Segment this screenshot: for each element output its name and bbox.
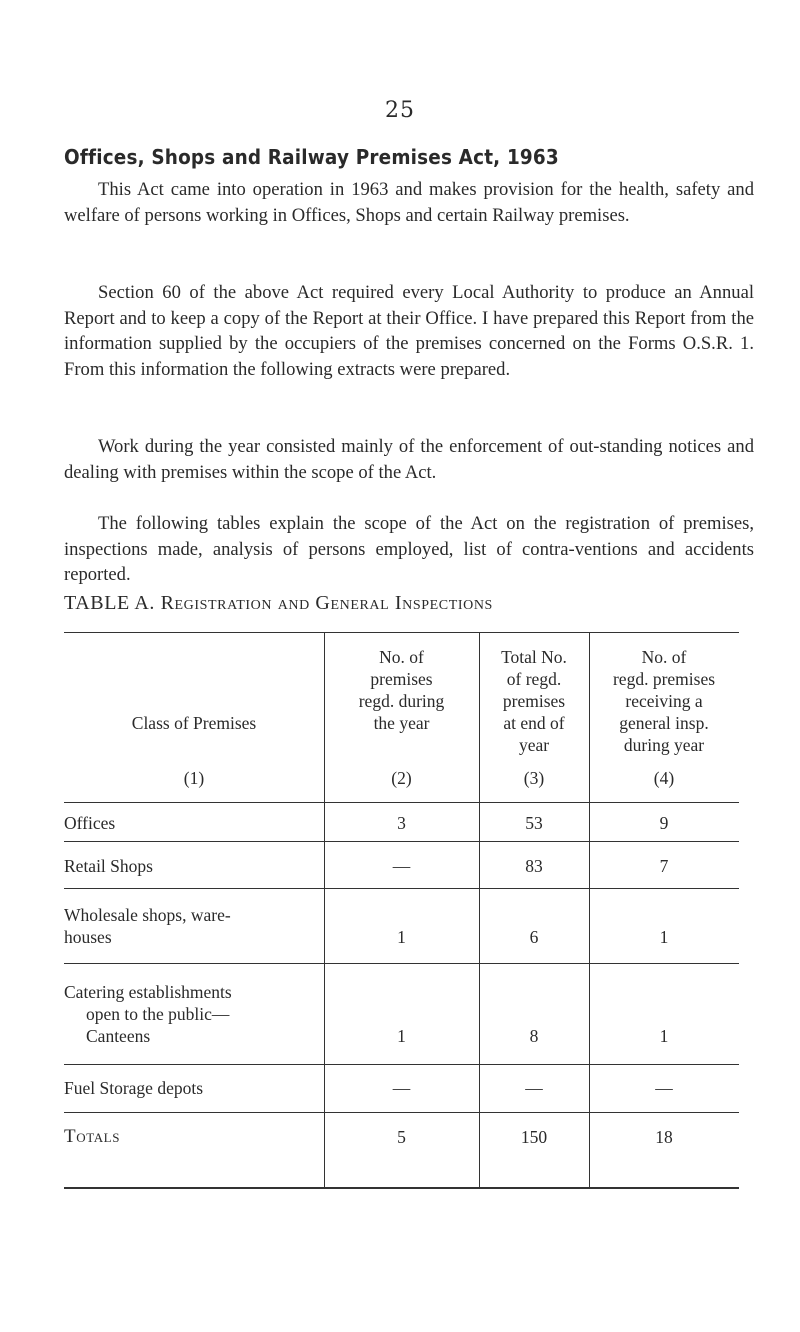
row-rule bbox=[64, 888, 739, 889]
totals-value: 150 bbox=[520, 1127, 548, 1147]
row-rule bbox=[64, 841, 739, 842]
row-label-fuel-storage: Fuel Storage depots bbox=[64, 1078, 204, 1098]
header-class-of-premises bbox=[64, 712, 324, 734]
header-line: of regd. bbox=[506, 669, 562, 689]
header-line: general insp. bbox=[619, 713, 709, 733]
header-number: (1) bbox=[183, 768, 205, 788]
row-rule bbox=[64, 1112, 739, 1113]
header-line: premises bbox=[370, 669, 433, 689]
row-label-line: Catering establishments bbox=[64, 982, 232, 1002]
paragraph-section-60: Section 60 of the above Act required every Local Authority to produce an Annual Report and to keep a copy of the Report at their Office. I have prepared this Report from the information supplied by the occupiers of the premises concerned on the Forms O.S.R. 1. From this information the following extracts were prepared. bbox=[64, 282, 754, 380]
row-label-catering bbox=[64, 981, 319, 1047]
row-label-line: houses bbox=[64, 927, 112, 947]
header-line: regd. during bbox=[358, 691, 445, 711]
row-label-offices: Offices bbox=[64, 813, 116, 833]
totals-value: 18 bbox=[655, 1127, 673, 1147]
row-value: 8 bbox=[529, 1026, 539, 1046]
table-bottom-rule bbox=[64, 1187, 739, 1189]
row-value: — bbox=[392, 856, 411, 876]
header-line: No. of bbox=[641, 647, 687, 667]
row-label-line: Wholesale shops, ware- bbox=[64, 905, 231, 925]
row-value: — bbox=[525, 1078, 543, 1098]
header-line: year bbox=[518, 735, 550, 755]
row-value: 1 bbox=[659, 1026, 669, 1046]
row-value: 53 bbox=[525, 813, 543, 833]
page-number: 25 bbox=[385, 98, 415, 123]
header-line: premises bbox=[502, 691, 566, 711]
row-value: — bbox=[392, 1078, 411, 1098]
row-value: — bbox=[655, 1078, 673, 1098]
table-title: TABLE A. Registration and General Inspections bbox=[64, 592, 493, 614]
header-line: receiving a bbox=[625, 691, 703, 711]
row-label-line: Canteens bbox=[86, 1026, 151, 1046]
header-line: Class of Premises bbox=[131, 713, 257, 733]
header-regd-during-year bbox=[324, 646, 479, 734]
row-value: 1 bbox=[397, 927, 406, 947]
paragraph-intro: This Act came into operation in 1963 and makes provision for the health, safety and welfare of persons working in Offices, Shops and certain Railway premises. bbox=[64, 179, 754, 226]
header-line: No. of bbox=[379, 647, 424, 667]
header-line: Total No. bbox=[501, 647, 567, 667]
row-value: 6 bbox=[529, 927, 539, 947]
header-line: the year bbox=[373, 713, 430, 733]
row-value: 1 bbox=[659, 927, 669, 947]
header-bottom-rule bbox=[64, 802, 739, 803]
section-heading: Offices, Shops and Railway Premises Act, 1963 bbox=[64, 145, 559, 169]
header-number: (4) bbox=[653, 768, 675, 788]
row-value: 7 bbox=[659, 856, 669, 876]
header-line: regd. premises bbox=[612, 669, 716, 689]
header-line: at end of bbox=[503, 713, 565, 733]
row-rule bbox=[64, 963, 739, 964]
totals-value: 5 bbox=[397, 1127, 406, 1147]
header-line: during year bbox=[623, 735, 705, 755]
row-value: 1 bbox=[397, 1026, 406, 1046]
row-label-line: open to the public— bbox=[86, 1004, 230, 1024]
header-number: (3) bbox=[523, 768, 545, 788]
row-value: 3 bbox=[397, 813, 406, 833]
paragraph-tables: The following tables explain the scope of the Act on the registration of premises, inspections made, analysis of persons employed, list of contra-ventions and accidents reported. bbox=[64, 513, 754, 585]
header-general-insp bbox=[589, 646, 739, 756]
row-label-wholesale bbox=[64, 904, 319, 948]
header-total-regd bbox=[479, 646, 589, 756]
header-number: (2) bbox=[391, 768, 412, 788]
totals-label: Totals bbox=[64, 1126, 121, 1147]
row-value: 9 bbox=[659, 813, 669, 833]
row-label-retail-shops: Retail Shops bbox=[64, 856, 153, 876]
row-rule bbox=[64, 1064, 739, 1065]
row-value: 83 bbox=[525, 856, 543, 876]
table-top-rule bbox=[64, 632, 739, 633]
paragraph-work: Work during the year consisted mainly of the enforcement of out-standing notices and dealing with premises within the scope of the Act. bbox=[64, 436, 754, 483]
